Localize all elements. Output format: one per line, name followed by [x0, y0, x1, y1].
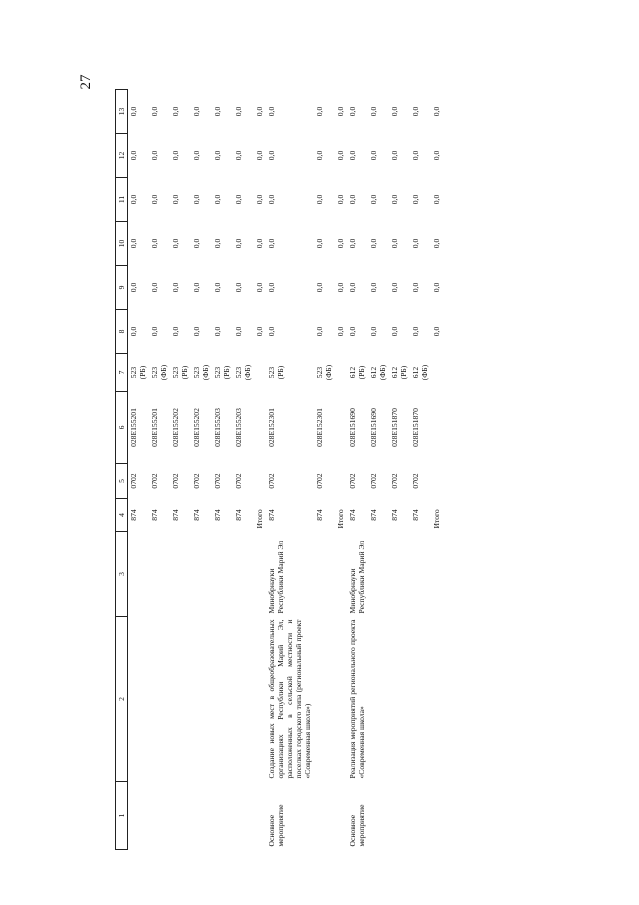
value-cell: 0,0: [192, 282, 201, 293]
event-status-cell: [170, 782, 191, 850]
value-cell: 0,0: [411, 106, 420, 117]
table-row: [314, 90, 335, 850]
target-article-cell: 028E155201: [129, 408, 138, 447]
value-cell: 0,0: [411, 326, 420, 337]
value-cell: 0,0: [390, 150, 399, 161]
empty-cell: [254, 782, 266, 850]
value-cell: 0,0: [267, 282, 276, 293]
value-cell: 0,0: [234, 326, 243, 337]
empty-cell: [254, 617, 266, 782]
value-cell: 0,0: [315, 106, 324, 117]
header-cell: 12: [116, 134, 128, 178]
value-cell: 0,0: [348, 282, 357, 293]
table-row: [347, 90, 368, 850]
table-row: [389, 90, 410, 850]
value-cell: 0,0: [315, 326, 324, 337]
header-cell: 8: [116, 310, 128, 354]
value-cell: 0,0: [267, 238, 276, 249]
section-code-cell: 0702: [234, 473, 243, 489]
event-status-cell: [389, 782, 410, 850]
value-cell: 0,0: [192, 150, 201, 161]
empty-cell: [431, 617, 443, 782]
grbs-code-cell: 874: [234, 509, 243, 521]
value-cell: 0,0: [390, 106, 399, 117]
value-cell: 0,0: [150, 326, 159, 337]
total-row: [335, 90, 347, 850]
value-cell: 0,0: [192, 326, 201, 337]
value-cell: 0,0: [369, 106, 378, 117]
section-code-cell: 0702: [369, 473, 378, 489]
value-cell: 0,0: [213, 194, 222, 205]
value-cell: 0,0: [315, 194, 324, 205]
value-cell: 0,0: [192, 194, 201, 205]
value-cell: 0,0: [213, 238, 222, 249]
event-status-cell: [191, 782, 212, 850]
header-cell: 9: [116, 266, 128, 310]
event-name-cell: [314, 617, 335, 782]
value-cell: 0,0: [255, 282, 264, 293]
target-article-cell: 028E151870: [390, 408, 399, 447]
value-cell: 0,0: [255, 326, 264, 337]
header-cell: 3: [116, 532, 128, 617]
total-row: [431, 90, 443, 850]
value-cell: 0,0: [369, 282, 378, 293]
table-body: [128, 90, 444, 850]
rotated-table-container: [115, 90, 443, 850]
value-cell: 0,0: [213, 106, 222, 117]
expense-type-cell: 523 (РБ): [171, 365, 189, 380]
value-cell: 0,0: [336, 150, 345, 161]
section-code-cell: 0702: [129, 473, 138, 489]
table-row: [170, 90, 191, 850]
empty-cell: [254, 532, 266, 617]
section-code-cell: 0702: [192, 473, 201, 489]
value-cell: 0,0: [171, 194, 180, 205]
value-cell: 0,0: [315, 282, 324, 293]
value-cell: 0,0: [336, 106, 345, 117]
value-cell: 0,0: [129, 150, 138, 161]
table-row: [149, 90, 170, 850]
value-cell: 0,0: [192, 238, 201, 249]
value-cell: 0,0: [336, 194, 345, 205]
grbs-code-cell: 874: [369, 509, 378, 521]
expense-type-cell: 523 (ФБ): [192, 364, 210, 381]
target-article-cell: 028E151870: [411, 408, 420, 447]
value-cell: 0,0: [255, 238, 264, 249]
event-name-cell: [368, 617, 389, 782]
header-cell: 13: [116, 90, 128, 134]
table-row: [233, 90, 254, 850]
header-cell: 10: [116, 222, 128, 266]
expense-type-cell: 523 (ФБ): [234, 364, 252, 381]
header-cell: 5: [116, 464, 128, 499]
empty-cell: [431, 532, 443, 617]
total-label: Итого: [255, 509, 264, 529]
table-row: [191, 90, 212, 850]
value-cell: 0,0: [348, 326, 357, 337]
section-code-cell: 0702: [315, 473, 324, 489]
empty-cell: [431, 782, 443, 850]
event-status-cell: Основное мероприятие: [348, 804, 366, 847]
value-cell: 0,0: [234, 238, 243, 249]
section-code-cell: 0702: [150, 473, 159, 489]
value-cell: 0,0: [369, 238, 378, 249]
event-status-cell: [410, 782, 431, 850]
target-article-cell: 028E152301: [315, 408, 324, 447]
executor-cell: [191, 532, 212, 617]
value-cell: 0,0: [234, 106, 243, 117]
value-cell: 0,0: [129, 326, 138, 337]
value-cell: 0,0: [213, 282, 222, 293]
grbs-code-cell: 874: [150, 509, 159, 521]
header-cell: 1: [116, 782, 128, 850]
target-article-cell: 028E151690: [348, 408, 357, 447]
event-name-cell: [128, 617, 150, 782]
value-cell: 0,0: [171, 326, 180, 337]
event-status-cell: [314, 782, 335, 850]
value-cell: 0,0: [267, 106, 276, 117]
section-code-cell: 0702: [390, 473, 399, 489]
value-cell: 0,0: [267, 194, 276, 205]
value-cell: 0,0: [150, 106, 159, 117]
event-name-cell: [170, 617, 191, 782]
section-code-cell: 0702: [411, 473, 420, 489]
target-article-cell: 028E151690: [369, 408, 378, 447]
event-name-cell: Создание новых мест в общеобразовательных организациях Республики Марий Эл, расположенных в сельской местности и поселках городского типа (региональный проект «Современная школа»): [267, 619, 312, 779]
value-cell: 0,0: [369, 194, 378, 205]
event-status-cell: [128, 782, 150, 850]
value-cell: 0,0: [432, 194, 441, 205]
header-cell: 4: [116, 499, 128, 532]
value-cell: 0,0: [411, 150, 420, 161]
target-article-cell: 028E155201: [150, 408, 159, 447]
page-number: 27: [78, 74, 94, 90]
total-row: [254, 90, 266, 850]
value-cell: 0,0: [171, 106, 180, 117]
event-name-cell: [149, 617, 170, 782]
section-code-cell: 0702: [213, 473, 222, 489]
value-cell: 0,0: [255, 106, 264, 117]
value-cell: 0,0: [390, 238, 399, 249]
executor-cell: Минобрнауки Республики Марий Эл: [348, 540, 366, 614]
target-article-cell: 028E155203: [234, 408, 243, 447]
target-article-cell: 028E155202: [192, 408, 201, 447]
expense-type-cell: 523 (РБ): [213, 365, 231, 380]
expense-type-cell: 523 (РБ): [267, 365, 285, 380]
event-status-cell: [212, 782, 233, 850]
header-row: [116, 90, 128, 850]
section-code-cell: 0702: [267, 473, 276, 489]
header-cell: 6: [116, 392, 128, 464]
event-status-cell: [233, 782, 254, 850]
executor-cell: [128, 532, 150, 617]
grbs-code-cell: 874: [348, 509, 357, 521]
table-row: [368, 90, 389, 850]
value-cell: 0,0: [390, 326, 399, 337]
expense-type-cell: 523 (РБ): [129, 365, 147, 380]
grbs-code-cell: 874: [192, 509, 201, 521]
value-cell: 0,0: [411, 238, 420, 249]
section-code-cell: 0702: [171, 473, 180, 489]
executor-cell: [149, 532, 170, 617]
value-cell: 0,0: [129, 194, 138, 205]
value-cell: 0,0: [267, 326, 276, 337]
event-name-cell: Реализация мероприятий регионального проекта «Современная школа»: [348, 619, 366, 779]
expense-type-cell: 523 (ФБ): [315, 364, 333, 381]
event-name-cell: [410, 617, 431, 782]
header-cell: 11: [116, 178, 128, 222]
expense-type-cell: 523 (ФБ): [150, 364, 168, 381]
value-cell: 0,0: [348, 150, 357, 161]
value-cell: 0,0: [390, 282, 399, 293]
executor-cell: Минобрнауки Республики Марий Эл: [267, 540, 285, 614]
expense-type-cell: 612 (РБ): [348, 365, 366, 380]
total-label: Итого: [432, 509, 441, 529]
target-article-cell: 028E152301: [267, 408, 276, 447]
executor-cell: [368, 532, 389, 617]
empty-cell: [335, 617, 347, 782]
value-cell: 0,0: [171, 238, 180, 249]
value-cell: 0,0: [369, 150, 378, 161]
value-cell: 0,0: [411, 194, 420, 205]
executor-cell: [314, 532, 335, 617]
empty-cell: [335, 782, 347, 850]
budget-table: [115, 89, 443, 850]
table-row: [266, 90, 314, 850]
value-cell: 0,0: [171, 150, 180, 161]
executor-cell: [233, 532, 254, 617]
event-name-cell: [233, 617, 254, 782]
value-cell: 0,0: [255, 150, 264, 161]
value-cell: 0,0: [432, 326, 441, 337]
executor-cell: [170, 532, 191, 617]
value-cell: 0,0: [432, 282, 441, 293]
section-code-cell: 0702: [348, 473, 357, 489]
total-label: Итого: [336, 509, 345, 529]
value-cell: 0,0: [336, 282, 345, 293]
value-cell: 0,0: [234, 194, 243, 205]
value-cell: 0,0: [234, 150, 243, 161]
executor-cell: [410, 532, 431, 617]
value-cell: 0,0: [411, 282, 420, 293]
event-name-cell: [389, 617, 410, 782]
value-cell: 0,0: [315, 238, 324, 249]
value-cell: 0,0: [348, 238, 357, 249]
value-cell: 0,0: [213, 326, 222, 337]
value-cell: 0,0: [432, 150, 441, 161]
value-cell: 0,0: [129, 106, 138, 117]
grbs-code-cell: 874: [315, 509, 324, 521]
value-cell: 0,0: [390, 194, 399, 205]
value-cell: 0,0: [432, 106, 441, 117]
event-status-cell: [149, 782, 170, 850]
value-cell: 0,0: [234, 282, 243, 293]
grbs-code-cell: 874: [267, 509, 276, 521]
grbs-code-cell: 874: [129, 509, 138, 521]
value-cell: 0,0: [348, 106, 357, 117]
value-cell: 0,0: [150, 238, 159, 249]
table-row: [212, 90, 233, 850]
executor-cell: [212, 532, 233, 617]
event-status-cell: [368, 782, 389, 850]
event-name-cell: [212, 617, 233, 782]
expense-type-cell: 612 (ФБ): [411, 364, 429, 381]
header-cell: 2: [116, 617, 128, 782]
event-name-cell: [191, 617, 212, 782]
value-cell: 0,0: [150, 282, 159, 293]
value-cell: 0,0: [171, 282, 180, 293]
value-cell: 0,0: [267, 150, 276, 161]
grbs-code-cell: 874: [213, 509, 222, 521]
empty-cell: [335, 532, 347, 617]
grbs-code-cell: 874: [390, 509, 399, 521]
value-cell: 0,0: [315, 150, 324, 161]
expense-type-cell: 612 (ФБ): [369, 364, 387, 381]
value-cell: 0,0: [336, 238, 345, 249]
target-article-cell: 028E155202: [171, 408, 180, 447]
target-article-cell: 028E155203: [213, 408, 222, 447]
value-cell: 0,0: [348, 194, 357, 205]
header-cell: 7: [116, 354, 128, 392]
grbs-code-cell: 874: [171, 509, 180, 521]
value-cell: 0,0: [336, 326, 345, 337]
value-cell: 0,0: [255, 194, 264, 205]
expense-type-cell: 612 (РБ): [390, 365, 408, 380]
value-cell: 0,0: [150, 150, 159, 161]
value-cell: 0,0: [150, 194, 159, 205]
value-cell: 0,0: [369, 326, 378, 337]
grbs-code-cell: 874: [411, 509, 420, 521]
value-cell: 0,0: [213, 150, 222, 161]
event-status-cell: Основное мероприятие: [267, 804, 285, 847]
value-cell: 0,0: [129, 238, 138, 249]
table-row: [128, 90, 150, 850]
value-cell: 0,0: [432, 238, 441, 249]
value-cell: 0,0: [129, 282, 138, 293]
executor-cell: [389, 532, 410, 617]
value-cell: 0,0: [192, 106, 201, 117]
table-row: [410, 90, 431, 850]
